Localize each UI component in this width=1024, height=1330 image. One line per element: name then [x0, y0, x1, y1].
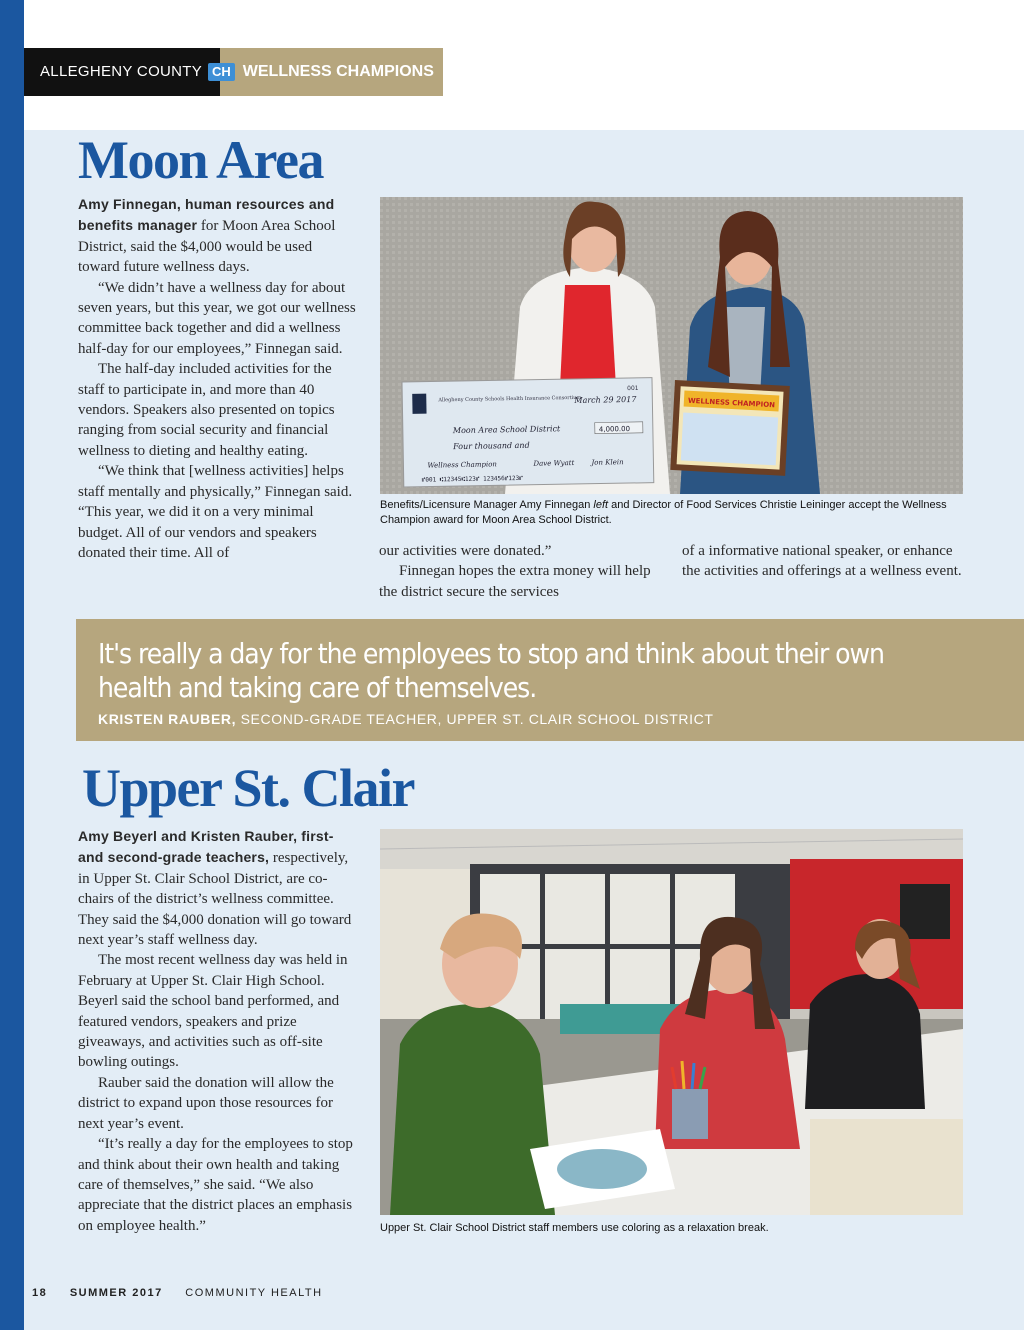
- pull-quote-name: KRISTEN RAUBER,: [98, 711, 237, 727]
- moon-lead-bold: Amy Finnegan, human resources and benefits manager: [78, 196, 335, 234]
- section-label-wrap: [212, 48, 443, 96]
- moon-area-photo-caption: [380, 498, 963, 528]
- caption-left-word: left: [593, 499, 609, 511]
- caption-part-b: and Director of Food Services Christie Leininger accept the Wellness Champion award for Moon Area School District.: [380, 499, 947, 526]
- moon-lead-rest: for Moon Area School District, said the $4,000 would be used toward future wellness days.: [78, 218, 336, 276]
- usc-lead-bold: Amy Beyerl and Kristen Rauber, first- and second-grade teachers,: [78, 828, 334, 866]
- moon-col3-paragraph-1: of a informative national speaker, or enhance the activities and offerings at a wellness event.: [682, 543, 962, 580]
- upper-st-clair-photo-caption: Upper St. Clair School District staff members use coloring as a relaxation break.: [380, 1222, 769, 1234]
- check-signature-1: Dave Wyatt: [533, 459, 575, 468]
- pull-quote-role: SECOND-GRADE TEACHER, UPPER ST. CLAIR SCHOOL DISTRICT: [236, 711, 714, 727]
- moon-column-3: [682, 541, 962, 582]
- moon-paragraph-3: The half-day included activities for the staff to participate in, and more than 40 vendors. Speakers also presented on topics ranging from social security and financial wellness to dieting and healthy eating.: [78, 361, 335, 459]
- moon-paragraph-2: “We didn’t have a wellness day for about seven years, but this year, we got our wellness committee back together and did a wellness half-day for our employees,” Finnegan said.: [78, 279, 356, 357]
- section-label: WELLNESS CHAMPIONS: [242, 63, 434, 80]
- check-number: 001: [627, 384, 639, 393]
- school-icon: [412, 394, 426, 414]
- usc-column-1: [78, 826, 356, 1236]
- pull-quote-text: It's really a day for the employees to stop and think about their own health and taking care of themselves.: [98, 637, 884, 704]
- upper-st-clair-photo: [380, 829, 963, 1215]
- moon-column-1: [78, 194, 356, 563]
- moon-area-photo-illustration: [380, 197, 963, 494]
- moon-col2-paragraph-2: Finnegan hopes the extra money will help the district secure the services: [379, 563, 651, 600]
- moon-column-2: [379, 541, 657, 602]
- check-amount-words: Four thousand and: [453, 440, 530, 452]
- usc-paragraph-4: “It’s really a day for the employees to stop and think about their own health and taking care of themselves,” she said. “We also appreciate that the district places an emphasis on employee health.”: [78, 1136, 353, 1234]
- upper-st-clair-photo-illustration: [380, 829, 963, 1215]
- check-micr-line: ⑈001 ⑆12345⑆123⑈ 123456⑈123⑈: [421, 474, 523, 484]
- check-signature-2: Jon Klein: [591, 458, 624, 467]
- usc-lead-rest: respectively, in Upper St. Clair School District, are co-chairs of the district’s wellness committee. They said the $4,000 donation will go toward next year’s staff wellness day.: [78, 850, 352, 949]
- county-label: ALLEGHENY COUNTY: [24, 48, 220, 96]
- moon-col2-paragraph-1: our activities were donated.”: [379, 543, 552, 559]
- ch-logo: CH: [208, 63, 235, 81]
- usc-paragraph-3: Rauber said the donation will allow the district to expand upon those resources for next year’s event.: [78, 1074, 334, 1132]
- plaque-title: WELLNESS CHAMPION: [687, 396, 776, 410]
- pull-quote-attribution: [98, 711, 713, 727]
- page-footer: [32, 1287, 323, 1299]
- publication-name: COMMUNITY HEALTH: [185, 1287, 323, 1299]
- issue-season: SUMMER 2017: [69, 1287, 163, 1299]
- left-accent-bar: [0, 0, 24, 1330]
- section-header-bar: [24, 48, 443, 96]
- page-number: 18: [32, 1287, 48, 1299]
- check-payee: Moon Area School District: [452, 424, 561, 436]
- pull-quote-band: [76, 619, 1024, 741]
- moon-area-title: Moon Area: [78, 130, 323, 190]
- check-date: March 29 2017: [574, 394, 637, 405]
- moon-paragraph-4: “We think that [wellness activities] helps staff mentally and physically,” Finnegan said. “This year, we did it on a very minimal budget. All of our vendors and speakers donated their time. All of: [78, 463, 353, 561]
- moon-area-photo: [380, 197, 963, 494]
- panther-logo: [900, 884, 950, 939]
- moon-lead-paragraph: [78, 194, 356, 278]
- usc-paragraph-2: The most recent wellness day was held in February at Upper St. Clair High School. Beyerl said the school band performed, and featured vendors, speakers and prize giveaways, and activities such as off-site bowling outings.: [78, 952, 348, 1071]
- caption-part-a: Benefits/Licensure Manager Amy Finnegan: [380, 499, 594, 511]
- usc-lead-paragraph: [78, 826, 356, 950]
- check-amount: 4,000.00: [598, 425, 631, 434]
- upper-st-clair-title: Upper St. Clair: [82, 758, 415, 818]
- check-memo: Wellness Champion: [427, 460, 497, 470]
- check-org: Allegheny County Schools Health Insurance Consortium: [438, 394, 582, 404]
